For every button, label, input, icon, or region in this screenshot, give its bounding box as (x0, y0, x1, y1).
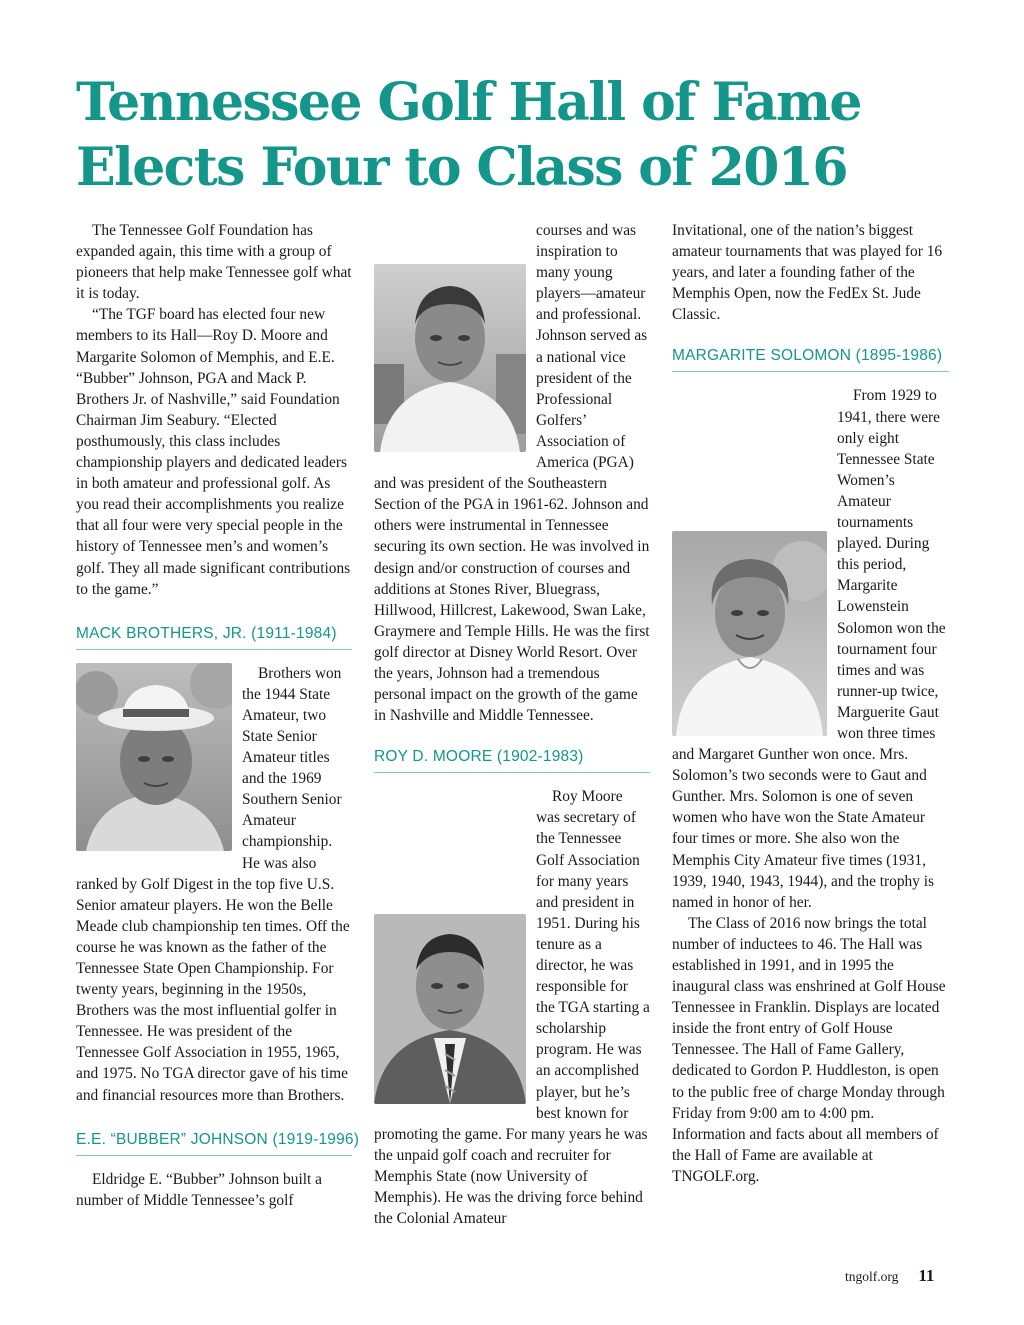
solomon-section (672, 385, 949, 1187)
intro-paragraph-1: The Tennessee Golf Foundation has expanded again, this time with a group of pioneers that help make Tennessee golf what it is today. (76, 222, 352, 303)
johnson-text-continued: courses and was inspiration to many young players—amateur and professional. Johnson served as a national vice president of the Professional Golfers’ Association of America (PGA) and was president of the Southeastern Section of the PGA in 1961-62. Johnson and others were instrumental in Tennessee securing its own section. He was involved in design and/or construction of courses and additions at Stones River, Bluegrass, Hillwood, Hillcrest, Lakewood, Swan Lake, Graymere and Temple Hills. He was the first golf director at Disney World Resort. Over the years, Johnson had a tremendous personal impact on the growth of the game in Nashville and Middle Tennessee. (374, 222, 650, 725)
section-heading-johnson: E.E. “BUBBER” JOHNSON (1919-1996) (76, 1130, 352, 1156)
margarite-solomon-photo (672, 531, 827, 736)
column-1 (76, 220, 360, 1211)
moore-text: Roy Moore was secretary of the Tennessee Golf Association for many years and president in 1951. During his tenure as a director, he was responsible for the TGA starting a scholarship program. He was an accomplished player, but he’s best known for promoting the game. For many years he was the unpaid golf coach and recruiter for Memphis State (now University of Memphis). He was the driving force behind the Colonial Amateur (374, 788, 650, 1228)
bubber-johnson-portrait (374, 264, 526, 452)
moore-text-continued: Invitational, one of the nation’s biggest amateur tournaments that was played for 16 years, and later a founding father of the Memphis Open, now the FedEx St. Jude Classic. (672, 222, 943, 324)
johnson-section (374, 220, 650, 726)
article-title (76, 70, 976, 200)
moore-section (374, 786, 650, 1229)
title-line-1: Tennessee Golf Hall of Fame (76, 72, 861, 133)
section-heading-solomon: MARGARITE SOLOMON (1895-1986) (672, 346, 949, 372)
intro-paragraph-2: “The TGF board has elected four new members to its Hall—Roy D. Moore and Margarite Solomon of Memphis, and E.E. “Bubber” Johnson, PGA and Mack P. Brothers Jr. of Nashville,” said Foundation Chairman Jim Seabury. “Elected posthumously, this class includes championship players and dedicated leaders in both amateur and professional golf. As you read their accomplishments you realize that all four were very special people in the history of Tennessee men’s and women’s golf. They all made significant contributions to the game.” (76, 306, 351, 598)
column-2 (374, 220, 650, 1229)
footer-url: tngolf.org (845, 1269, 899, 1284)
brothers-section (76, 663, 352, 1106)
mack-brothers-portrait (76, 663, 232, 851)
roy-moore-photo (374, 914, 526, 1104)
bubber-johnson-photo (374, 264, 526, 452)
section-heading-moore: ROY D. MOORE (1902-1983) (374, 747, 650, 773)
margarite-solomon-portrait (672, 531, 827, 736)
roy-moore-portrait (374, 914, 526, 1104)
solomon-paragraph-1: From 1929 to 1941, there were only eight Tennessee State Women’s Amateur tournaments played. During this period, Margarite Lowenstein Solomon won the tournament four times and was runner-up twice, Marguerite Gaut won three times and Margaret Gunther won once. Mrs. Solomon’s two seconds were to Gaut and Gunther. Mrs. Solomon is one of seven women who have won the State Amateur four times or more. She also won the Memphis City Amateur five times (1931, 1939, 1940, 1943, 1944), and the trophy is named in honor of her. (672, 387, 946, 911)
column-3 (672, 220, 949, 1187)
page-number: 11 (918, 1266, 935, 1285)
solomon-paragraph-2: The Class of 2016 now brings the total number of inductees to 46. The Hall was established in 1991, and in 1995 the inaugural class was enshrined at Golf House Tennessee in Franklin. Displays are located inside the front entry of Golf House Tennessee. The Hall of Fame Gallery, dedicated to Gordon P. Huddleston, is open to the public free of charge Monday through Friday from 9:00 am to 4:00 pm. Information and facts about all members of the Hall of Fame are available at TNGOLF.org. (672, 914, 946, 1185)
johnson-text-start: Eldridge E. “Bubber” Johnson built a number of Middle Tennessee’s golf (76, 1170, 322, 1209)
section-heading-brothers: MACK BROTHERS, JR. (1911-1984) (76, 624, 352, 650)
mack-brothers-photo (76, 663, 232, 851)
page-footer (845, 1266, 934, 1286)
brothers-text: Brothers won the 1944 State Amateur, two State Senior Amateur titles and the 1969 Southern Senior Amateur championship. He was also ranked by Golf Digest in the top five U.S. Senior amateur players. He won the Belle Meade club championship ten times. Off the course he was known as the father of the Tennessee State Open Championship. For twenty years, beginning in the 1950s, Brothers was the most influential golfer in Tennessee. He was president of the Tennessee Golf Association in 1955, 1965, and 1975. No TGA director gave of his time and financial resources more than Brothers. (76, 664, 350, 1104)
title-line-2: Elects Four to Class of 2016 (76, 137, 847, 198)
